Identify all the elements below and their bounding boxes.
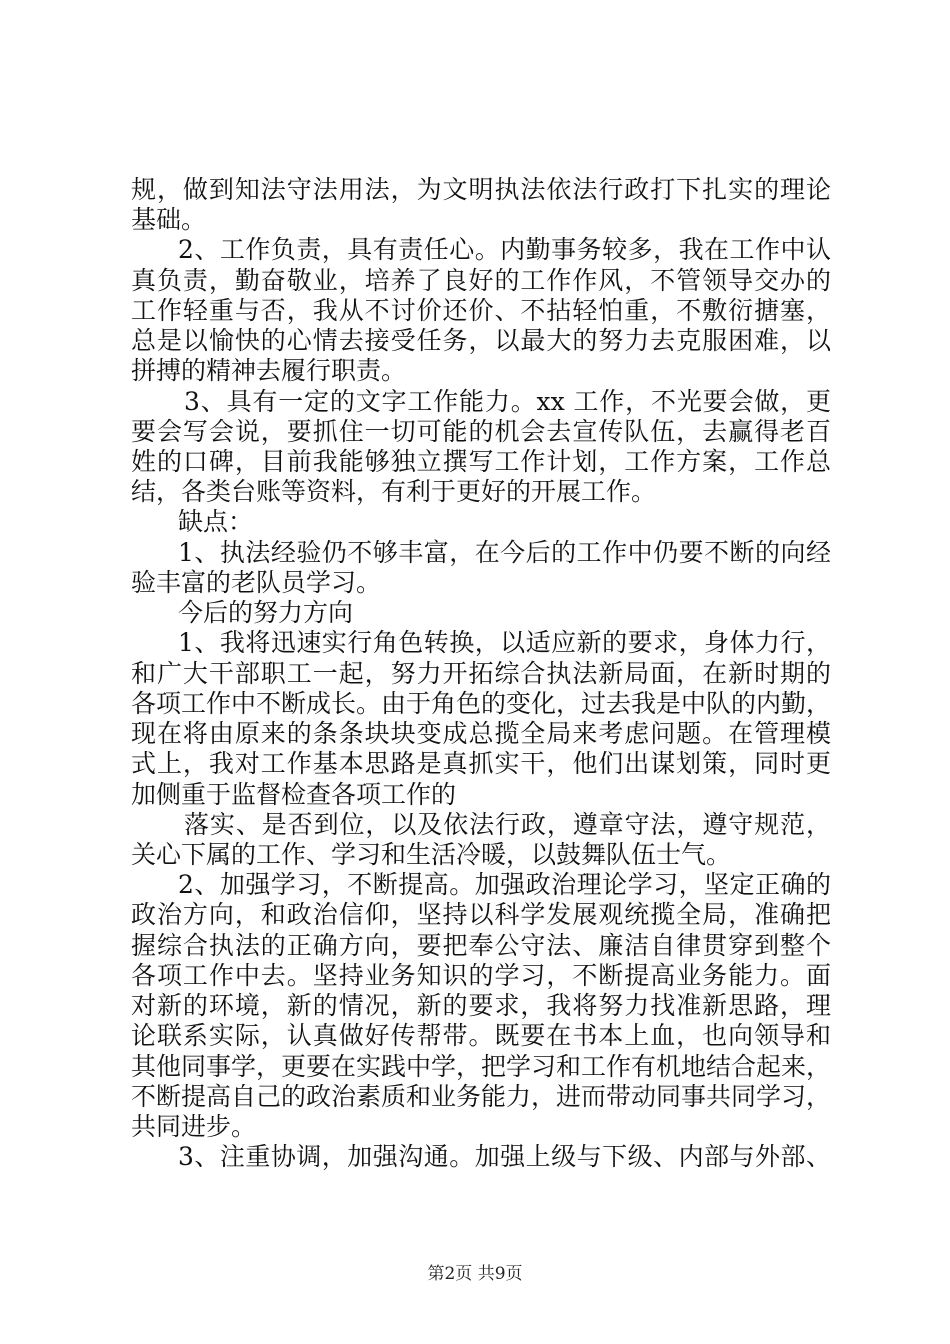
text-line: 论联系实际，认真做好传帮带。既要在书本上血，也向领导和 <box>131 1021 831 1051</box>
text-line: 要会写会说，要抓住一切可能的机会去宣传队伍，去赢得老百 <box>131 416 831 446</box>
text-line: 关心下属的工作、学习和生活冷暖，以鼓舞队伍士气。 <box>131 839 732 869</box>
text-line: 3、注重协调，加强沟通。加强上级与下级、内部与外部、 <box>178 1142 831 1172</box>
text-line: 各项工作中不断成长。由于角色的变化，过去我是中队的内勤， <box>131 688 832 718</box>
text-line: 1、我将迅速实行角色转换，以适应新的要求，身体力行， <box>178 628 831 658</box>
text-line: 验丰富的老队员学习。 <box>131 567 382 597</box>
text-line: 1、执法经验仍不够丰富，在今后的工作中仍要不断的向经 <box>178 537 831 567</box>
text-line: 今后的努力方向 <box>178 598 354 628</box>
text-line: 式上，我对工作基本思路是真抓实干，他们出谋划策，同时更 <box>131 749 831 779</box>
text-line: 结，各类台账等资料，有利于更好的开展工作。 <box>131 477 657 507</box>
text-line: 姓的口碑，目前我能够独立撰写工作计划，工作方案，工作总 <box>131 447 831 477</box>
text-line: 政治方向，和政治信仰，坚持以科学发展观统揽全局，准确把 <box>131 900 831 930</box>
text-line: 加侧重于监督检查各项工作的 <box>131 779 457 809</box>
text-line: 不断提高自己的政治素质和业务能力，进而带动同事共同学习， <box>131 1081 832 1111</box>
text-line: 和广大干部职工一起，努力开拓综合执法新局面，在新时期的 <box>131 658 831 688</box>
text-line: 基础。 <box>131 205 207 235</box>
text-line: 2、加强学习，不断提高。加强政治理论学习，坚定正确的 <box>178 870 831 900</box>
page-footer: 第2页 共9页 <box>427 1264 523 1284</box>
text-line: 真负责，勤奋敬业，培养了良好的工作作风，不管领导交办的 <box>131 265 831 295</box>
text-line: 落实、是否到位，以及依法行政，遵章守法，遵守规范， <box>184 809 831 839</box>
text-line: 其他同事学，更要在实践中学，把学习和工作有机地结合起来， <box>131 1051 832 1081</box>
text-line: 缺点： <box>178 507 254 537</box>
text-line: 总是以愉快的心情去接受任务，以最大的努力去克服困难，以 <box>131 326 831 356</box>
text-line: 工作轻重与否，我从不讨价还价、不拈轻怕重，不敷衍搪塞， <box>131 295 831 325</box>
text-line: 握综合执法的正确方向，要把奉公守法、廉洁自律贯穿到整个 <box>131 930 831 960</box>
text-line: 共同进步。 <box>131 1112 257 1142</box>
text-line: 各项工作中去。坚持业务知识的学习，不断提高业务能力。面 <box>131 960 831 990</box>
text-line: 规，做到知法守法用法，为文明执法依法行政打下扎实的理论 <box>131 175 831 204</box>
text-line: 拼搏的精神去履行职责。 <box>131 356 407 386</box>
text-line: 对新的环境，新的情况，新的要求，我将努力找准新思路，理 <box>131 991 831 1021</box>
text-line: 现在将由原来的条条块块变成总揽全局来考虑问题。在管理模 <box>131 719 831 749</box>
text-line: 3、具有一定的文字工作能力。xx 工作，不光要会做，更 <box>184 386 831 416</box>
text-line: 2、工作负责，具有责任心。内勤事务较多，我在工作中认 <box>178 235 831 265</box>
